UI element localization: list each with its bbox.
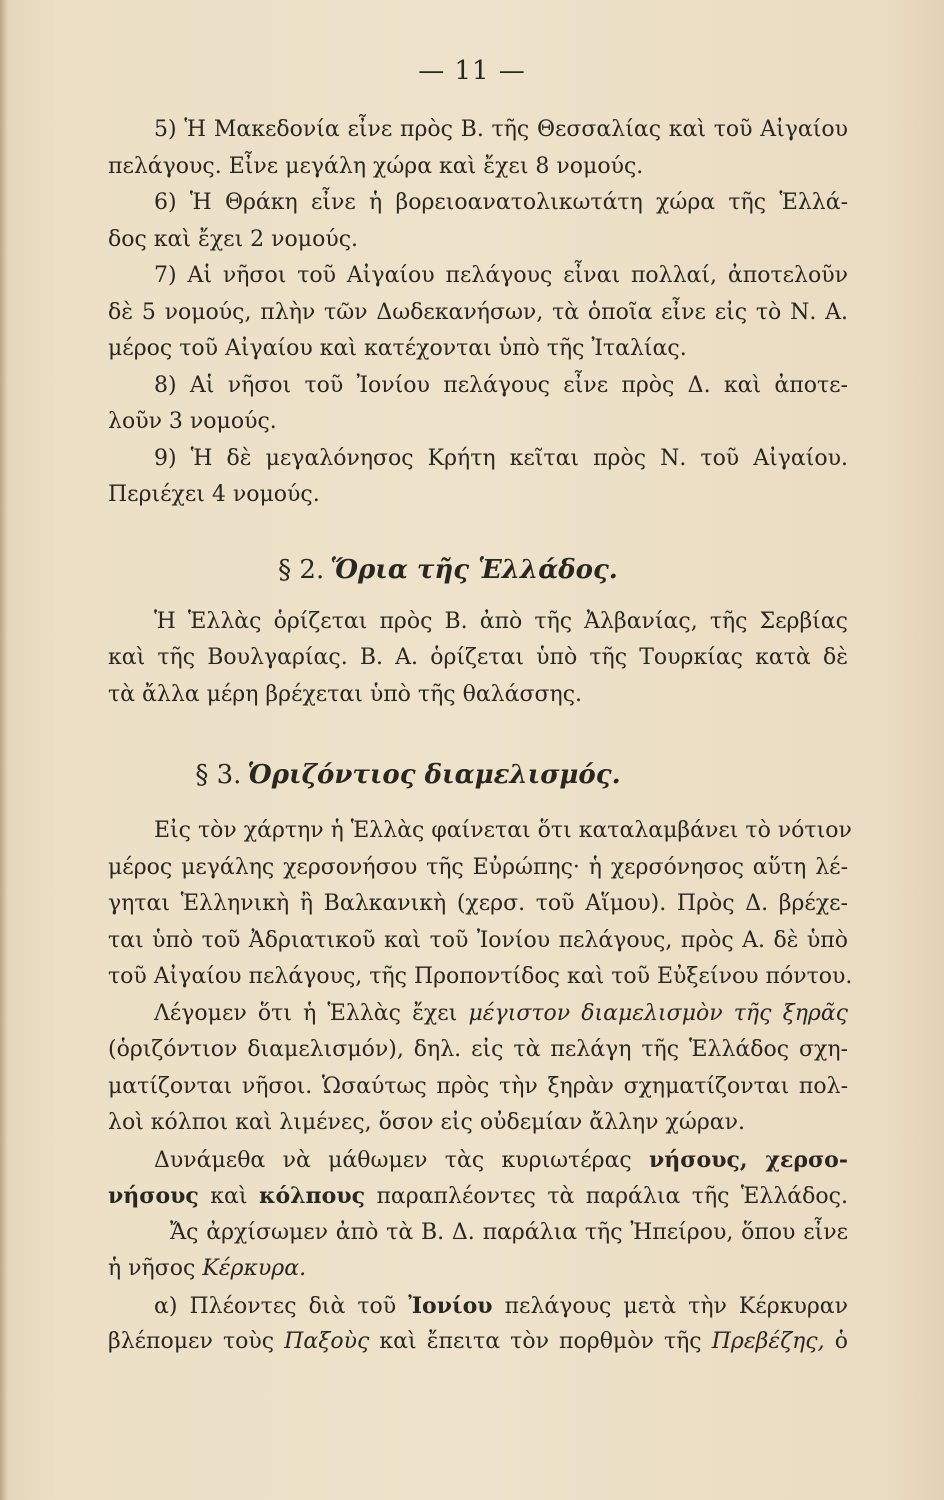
list-item-7-line-1: 7) Αἱ νῆσοι τοῦ Αἰγαίου πελάγους εἶναι πολλαί, ἀποτελοῦν xyxy=(154,263,848,288)
list-item-8-line-1: 8) Αἱ νῆσοι τοῦ Ἰονίου πελάγους εἶνε πρὸς Δ. καὶ ἀποτε- xyxy=(154,372,848,398)
section-3-p1-line-1: Εἰς τὸν χάρτην ἡ Ἑλλὰς φαίνεται ὅτι καταλαμβάνει τὸ νότιον xyxy=(154,818,852,843)
section-3-symbol: § 3. xyxy=(195,760,242,790)
section-3-p3-line-4 xyxy=(108,1251,848,1288)
section-3-p3-line-2-text-1: καὶ xyxy=(210,1184,248,1209)
list-item-8-line-2: λοῦν 3 νομούς. xyxy=(108,409,277,434)
list-item-6-line-1: 6) Ἡ Θράκη εἶνε ἡ βορειοανατολικωτάτη χώρα τῆς Ἑλλά- xyxy=(154,190,848,215)
section-3-p4-line-2-text-3: ὁ xyxy=(834,1329,848,1354)
section-3-p3-line-1-bold: νήσους, χερσο- xyxy=(649,1146,848,1173)
section-3-p3-line-2-bold-1: νήσους xyxy=(108,1183,199,1209)
section-3-p1-line-3: γηται Ἑλληνικὴ ἢ Βαλκανικὴ (χερσ. τοῦ Αἵμου). Πρὸς Δ. βρέχε- xyxy=(108,891,848,916)
section-3-p3-line-3: Ἄς ἀρχίσωμεν ἀπὸ τὰ Β. Δ. παράλια τῆς Ἠπείρου, ὅπου εἶνε xyxy=(170,1219,848,1245)
section-3-p3-line-1-text: Δυνάμεθα νὰ μάθωμεν τὰς κυριωτέρας xyxy=(154,1147,632,1173)
section-3-p2-line-2: (ὁριζόντιον διαμελισμόν), δηλ. εἰς τὰ πελάγη τῆς Ἑλλάδος σχη- xyxy=(108,1037,848,1062)
section-3-p3-line-4-italic: Κέρκυρα. xyxy=(202,1256,307,1281)
section-3-p4-line-1-bold: Ἰονίου xyxy=(408,1292,493,1319)
section-3-heading xyxy=(108,755,848,795)
section-3-p4-line-2-text-1: βλέπομεν τοὺς xyxy=(108,1329,275,1354)
section-3-p2-line-1-text: Λέγομεν ὅτι ἡ Ἑλλὰς ἔχει xyxy=(154,1000,458,1026)
section-2-heading xyxy=(108,550,848,590)
section-2-line-3: τὰ ἄλλα μέρη βρέχεται ὑπὸ τῆς θαλάσσης. xyxy=(108,681,583,707)
section-3-p4-line-1 xyxy=(108,1288,848,1325)
section-3-p4-line-2-italic-2: Πρεβέζης, xyxy=(711,1329,825,1354)
section-3-p1-line-5: τοῦ Αἰγαίου πελάγους, τῆς Προποντίδος καὶ τοῦ Εὐξείνου πόντου. xyxy=(108,964,853,989)
section-3-p3-line-2-bold-2: κόλπους xyxy=(258,1183,365,1209)
list-item-9-line-1: 9) Ἡ δὲ μεγαλόνησος Κρήτη κεῖται πρὸς Ν. τοῦ Αἰγαίου. xyxy=(154,445,848,471)
section-3-p3-line-4-text: ἡ νῆσος xyxy=(108,1256,196,1281)
section-3-p4-line-1-text-1: α) Πλέοντες διὰ τοῦ xyxy=(154,1293,397,1319)
section-3-p4-line-2 xyxy=(108,1324,848,1361)
section-3-title: Ὁριζόντιος διαμελισμός. xyxy=(247,760,621,790)
page-body xyxy=(108,112,853,1361)
section-3-p3-line-2-text-2: παραπλέοντες τὰ παράλια τῆς Ἑλλάδος. xyxy=(376,1184,848,1209)
section-3-p2-line-4: λοὶ κόλποι καὶ λιμένες, ὅσον εἰς οὐδεμίαν ἄλλην χώραν. xyxy=(108,1110,745,1135)
section-2-line-1: Ἡ Ἑλλὰς ὁρίζεται πρὸς Β. ἀπὸ τῆς Ἀλβανίας, τῆς Σερβίας xyxy=(154,608,848,634)
page-binding-edge xyxy=(0,0,8,1500)
list-item-7-line-3: μέρος τοῦ Αἰγαίου καὶ κατέχονται ὑπὸ τῆς Ἰταλίας. xyxy=(108,336,687,361)
list-item-5-line-2: πελάγους. Εἶνε μεγάλη χώρα καὶ ἔχει 8 νομούς. xyxy=(108,153,644,179)
section-3-p3-line-1 xyxy=(108,1142,848,1179)
list-item-9-line-2: Περιέχει 4 νομούς. xyxy=(108,482,320,507)
section-2-line-2: καὶ τῆς Βουλγαρίας. Β. Α. ὁρίζεται ὑπὸ τῆς Τουρκίας κατὰ δὲ xyxy=(108,645,848,670)
section-3-p2-line-1-italic: μέγιστον διαμελισμὸν τῆς ξηρᾶς xyxy=(468,1000,848,1026)
section-3-p1-line-2: μέρος μεγάλης χερσονήσου τῆς Εὐρώπης· ἡ χερσόνησος αὕτη λέ- xyxy=(108,854,848,880)
list-item-6-line-2: δος καὶ ἔχει 2 νομούς. xyxy=(108,226,359,252)
page-number: — 11 — xyxy=(418,56,526,86)
section-2-title: Ὅρια τῆς Ἑλλάδος. xyxy=(330,554,618,585)
section-3-p4-line-2-italic-1: Παξοὺς xyxy=(284,1329,370,1354)
section-3-p1-line-4: ται ὑπὸ τοῦ Ἀδριατικοῦ καὶ τοῦ Ἰονίου πελάγους, πρὸς Α. δὲ ὑπὸ xyxy=(108,927,848,953)
section-3-p4-line-1-text-2: πελάγους μετὰ τὴν Κέρκυραν xyxy=(504,1293,848,1319)
section-3-p4-line-2-text-2: καὶ ἔπειτα τὸν πορθμὸν τῆς xyxy=(379,1329,702,1354)
section-3-p3-line-2 xyxy=(108,1178,848,1215)
list-item-7-line-2: δὲ 5 νομούς, πλὴν τῶν Δωδεκανήσων, τὰ ὁποῖα εἶνε εἰς τὸ Ν. Α. xyxy=(108,299,848,325)
section-3-p2-line-1 xyxy=(108,996,848,1033)
section-3-p2-line-3: ματίζονται νῆσοι. Ὡσαύτως πρὸς τὴν ξηρὰν σχηματίζονται πολ- xyxy=(108,1073,848,1099)
section-2-symbol: § 2. xyxy=(278,554,325,585)
list-item-5-line-1: 5) Ἡ Μακεδονία εἶνε πρὸς Β. τῆς Θεσσαλίας καὶ τοῦ Αἰγαίου xyxy=(154,117,848,142)
